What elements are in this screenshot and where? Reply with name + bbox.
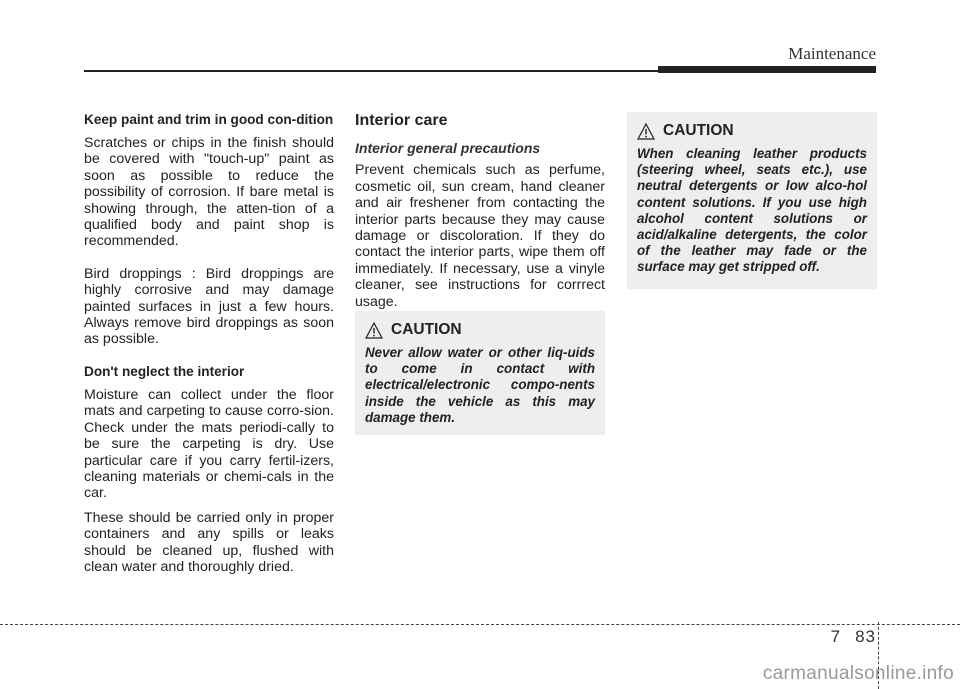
warning-triangle-icon <box>365 322 383 339</box>
header-rule-thick <box>658 66 876 73</box>
caution-label: CAUTION <box>663 122 734 139</box>
interior-care-title: Interior care <box>355 112 448 129</box>
warning-triangle-icon <box>637 123 655 140</box>
column-left <box>84 112 334 591</box>
caution-box-liquids <box>355 311 605 435</box>
header-rule <box>84 70 664 72</box>
caution-label: CAUTION <box>391 321 462 338</box>
containers-paragraph: These should be carried only in proper containers and any spills or leaks should be cleaned up, flushed with clean water and thoroughly dried. <box>84 509 334 575</box>
interior-precautions-subtitle: Interior general precautions <box>355 140 541 156</box>
watermark: carmanualsonline.info <box>762 663 954 684</box>
caution-header <box>637 122 867 140</box>
bird-droppings-paragraph: Bird droppings : Bird droppings are highly corrosive and may damage painted surfaces in just a few hours. Always remove bird droppings as soon as possible. <box>84 265 334 348</box>
column-middle <box>355 112 605 326</box>
paint-trim-heading: Keep paint and trim in good con-dition <box>84 112 334 127</box>
caution-text: Never allow water or other liq-uids to come in contact with electrical/electronic compo-nents inside the vehicle as this may damage them. <box>365 345 595 425</box>
chapter-number: 7 <box>830 627 842 646</box>
interior-heading: Don't neglect the interior <box>84 363 245 379</box>
paint-trim-paragraph: Scratches or chips in the finish should be covered with "touch-up" paint as soon as possible to reduce the possibility of corrosion. If bare metal is showing through, the atten-tion of a qualified body and paint shop is recommended. <box>84 135 334 250</box>
interior-precautions-paragraph: Prevent chemicals such as perfume, cosmetic oil, sun cream, hand cleaner and air freshener from contacting the interior parts because they may cause damage or discoloration. If they do contact the interior parts, wipe them off immediately. If necessary, use a vinyle cleaner, see instructions for corrrect usage. <box>355 162 605 310</box>
page-number-value: 83 <box>855 627 876 646</box>
caution-header <box>365 321 595 339</box>
moisture-paragraph: Moisture can collect under the floor mats and carpeting to cause corro-sion. Check under the mats periodi-cally to be sure the carpeting is dry. Use particular care if you carry fertil-izers, cleaning materials or chemi-cals in the car. <box>84 386 334 502</box>
footer-rule <box>0 624 960 625</box>
section-title: Maintenance <box>788 44 876 63</box>
caution-text: When cleaning leather products (steering wheel, seats etc.), use neutral detergents or low alco-hol content solutions. If you use high alcohol content solutions or acid/alkaline detergents, the color of the leather may fade or the surface may get stripped off. <box>637 146 867 275</box>
page-number <box>831 627 876 647</box>
caution-box-leather <box>627 112 877 289</box>
